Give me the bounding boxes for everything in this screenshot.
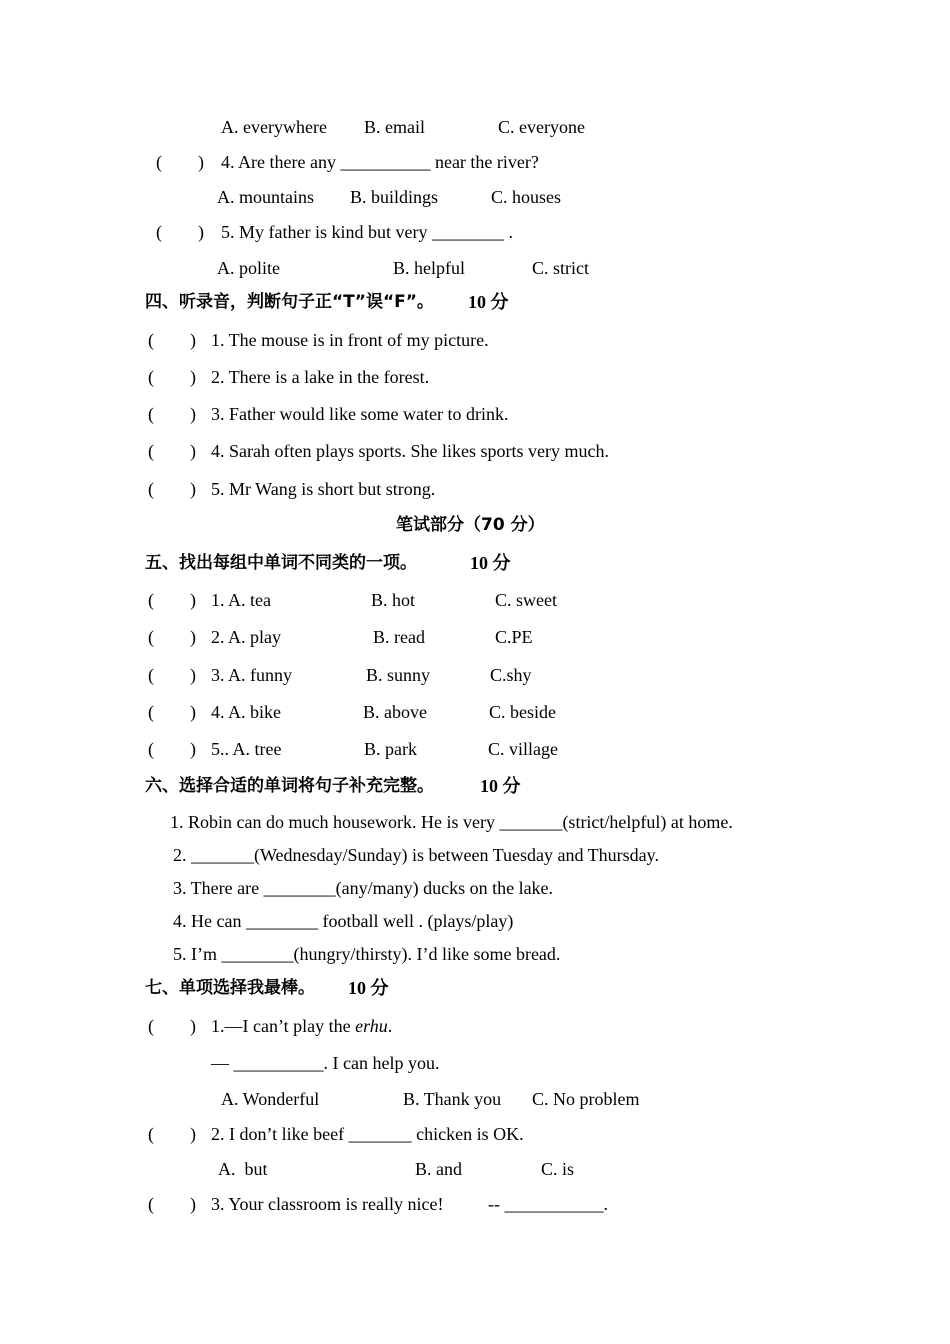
q1-option-a: A. Wonderful [221, 1089, 320, 1109]
fill-in-sentence: 3. There are ________(any/many) ducks on the lake. [173, 878, 554, 898]
answer-paren[interactable]: ( ) [148, 1016, 196, 1036]
answer-paren[interactable]: ( ) [148, 665, 196, 685]
section4-score: 10 分 [468, 292, 509, 312]
question-text: 4. Sarah often plays sports. She likes sports very much. [211, 441, 609, 461]
option-a: 3. A. funny [211, 665, 292, 685]
q4-option-b: B. buildings [350, 187, 439, 207]
q5-option-a: A. polite [217, 258, 280, 278]
answer-paren[interactable]: ( ) [148, 479, 196, 499]
fill-in-sentence: 4. He can ________ football well . (plays/play) [173, 911, 514, 931]
option-b: B. read [373, 627, 425, 647]
q3-option-c: C. everyone [498, 117, 585, 137]
answer-paren[interactable]: ( ) [156, 222, 204, 242]
dialog-reply: — __________. I can help you. [211, 1053, 440, 1073]
question-text: 3. Father would like some water to drink. [211, 404, 509, 424]
answer-paren[interactable]: ( ) [148, 739, 196, 759]
question-text: 3. Your classroom is really nice! [211, 1194, 444, 1214]
option-b: B. park [364, 739, 417, 759]
question-text: 4. Are there any __________ near the river? [221, 152, 539, 172]
question-text: 1. The mouse is in front of my picture. [211, 330, 489, 350]
question-text-start: 1.—I can’t play the [211, 1016, 356, 1036]
question-text [211, 1015, 392, 1037]
section5-title: 五、找出每组中单词不同类的一项。 [145, 553, 417, 573]
answer-paren[interactable]: ( ) [148, 702, 196, 722]
section7-title: 七、单项选择我最棒。 [145, 978, 315, 998]
dialog-reply: -- ___________. [488, 1194, 608, 1214]
option-a: 1. A. tea [211, 590, 271, 610]
answer-paren[interactable]: ( ) [148, 404, 196, 424]
q4-option-a: A. mountains [217, 187, 314, 207]
fill-in-sentence: 2. _______(Wednesday/Sunday) is between Tuesday and Thursday. [173, 845, 659, 865]
q2-option-b: B. and [415, 1159, 462, 1179]
section6-score: 10 分 [480, 776, 521, 796]
answer-paren[interactable]: ( ) [148, 441, 196, 461]
question-text: 2. I don’t like beef _______ chicken is OK. [211, 1124, 524, 1144]
q2-option-c: C. is [541, 1159, 575, 1179]
answer-paren[interactable]: ( ) [148, 590, 196, 610]
question-text: 5. My father is kind but very ________ . [221, 222, 513, 242]
option-a: 5.. A. tree [211, 739, 282, 759]
option-a: 2. A. play [211, 627, 281, 647]
section7-score: 10 分 [348, 978, 389, 998]
q3-option-a: A. everywhere [221, 117, 327, 137]
question-text: 2. There is a lake in the forest. [211, 367, 430, 387]
option-c: C. village [488, 739, 558, 759]
q4-option-c: C. houses [491, 187, 562, 207]
option-c: C.shy [490, 665, 532, 685]
q2-option-a: A. but [218, 1159, 268, 1179]
written-part-title: 笔试部分（70 分） [396, 515, 545, 535]
answer-paren[interactable]: ( ) [148, 367, 196, 387]
answer-paren[interactable]: ( ) [156, 152, 204, 172]
q5-option-c: C. strict [532, 258, 589, 278]
fill-in-sentence: 5. I’m ________(hungry/thirsty). I’d like some bread. [173, 944, 561, 964]
answer-paren[interactable]: ( ) [148, 330, 196, 350]
option-b: B. above [363, 702, 427, 722]
fill-in-sentence: 1. Robin can do much housework. He is very _______(strict/helpful) at home. [170, 812, 733, 832]
option-c: C.PE [495, 627, 533, 647]
answer-paren[interactable]: ( ) [148, 627, 196, 647]
section4-title: 四、听录音，判断句子正“T”误“F”。 [145, 292, 434, 312]
section6-title: 六、选择合适的单词将句子补充完整。 [145, 776, 434, 796]
section5-score: 10 分 [470, 553, 511, 573]
q1-option-b: B. Thank you [403, 1089, 502, 1109]
q5-option-b: B. helpful [393, 258, 465, 278]
question-text-end: . [387, 1016, 393, 1036]
option-c: C. beside [489, 702, 556, 722]
option-a: 4. A. bike [211, 702, 281, 722]
answer-paren[interactable]: ( ) [148, 1194, 196, 1214]
option-c: C. sweet [495, 590, 557, 610]
answer-paren[interactable]: ( ) [148, 1124, 196, 1144]
question-text-italic: erhu [355, 1016, 388, 1036]
q3-option-b: B. email [364, 117, 425, 137]
option-b: B. sunny [366, 665, 431, 685]
option-b: B. hot [371, 590, 416, 610]
q1-option-c: C. No problem [532, 1089, 640, 1109]
question-text: 5. Mr Wang is short but strong. [211, 479, 436, 499]
